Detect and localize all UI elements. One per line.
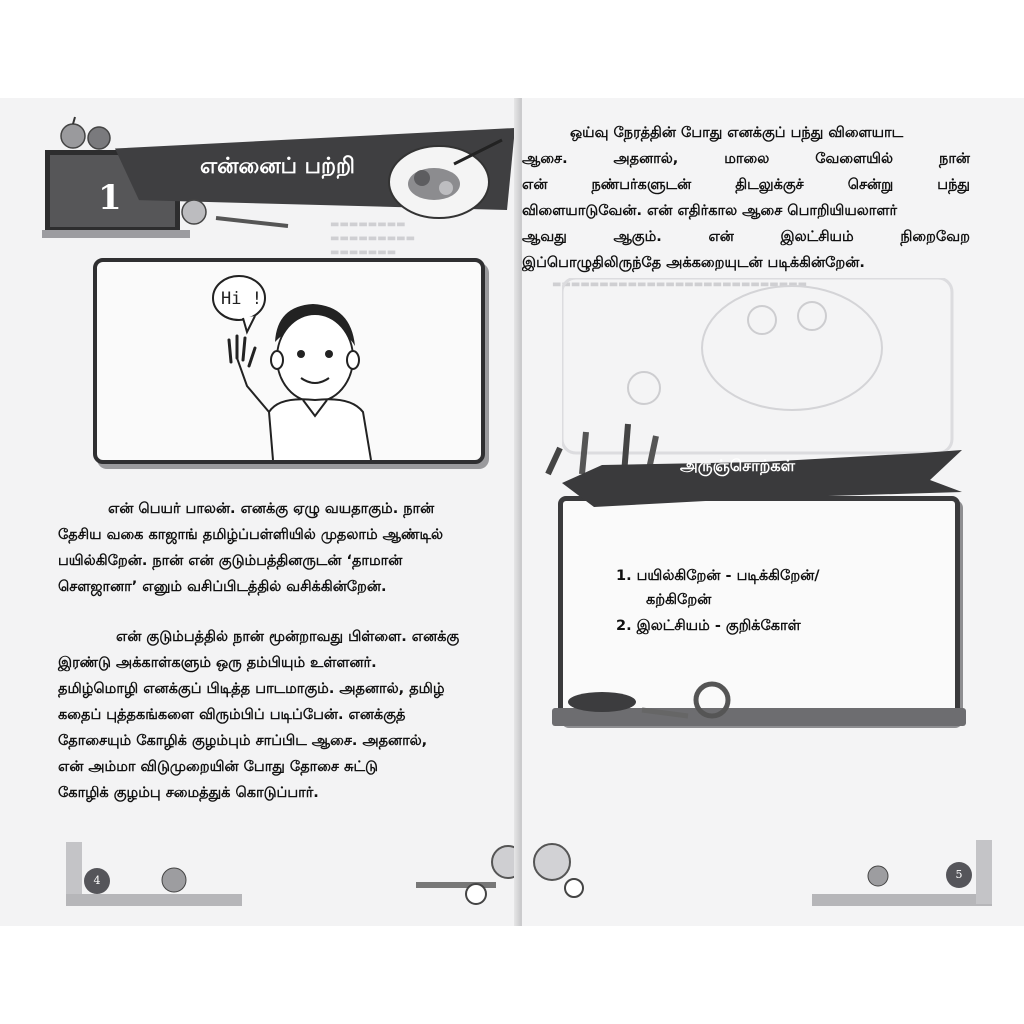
- bleed-through-text: ▬▬▬▬▬▬▬▬▬▬▬▬▬▬▬▬▬▬▬▬▬▬▬▬▬▬▬: [552, 279, 808, 290]
- word: என்: [708, 229, 734, 245]
- text-line: இப்பொழுதிலிருந்தே அக்கறையுடன் படிக்கின்றேன்.: [522, 255, 865, 271]
- text-line: பயில்கிறேன். நான் என் குடும்பத்தினருடன் ‘தாமான்: [58, 553, 403, 569]
- page-number: 4: [84, 868, 110, 894]
- right-page: [522, 98, 1024, 926]
- word: ஆசை.: [522, 151, 568, 167]
- palette-icon: [384, 132, 504, 222]
- text-line: கோழிக் குழம்பு சமைத்துக் கொடுப்பார்.: [58, 785, 319, 801]
- text-line: என் பெயர் பாலன். எனக்கு ஏழு வயதாகும். நான்: [108, 501, 435, 517]
- vocabulary-title: அருஞ்சொற்கள்: [680, 456, 796, 475]
- chapter-title: என்னைப் பற்றி: [200, 154, 355, 179]
- stationery-icons: [562, 676, 792, 726]
- word: மாலை: [724, 151, 770, 167]
- vocab-item-2: 2. இலட்சியம் - குறிக்கோள்: [616, 618, 801, 634]
- speech-bubble-text: Hi !: [221, 289, 262, 309]
- right-paragraph: [522, 120, 1024, 276]
- word: நிறைவேற: [900, 229, 970, 245]
- paragraph-1: [58, 496, 520, 600]
- vocab-item-1: 1. பயில்கிறேன் - படிக்கிறேன்/: [616, 568, 820, 584]
- apple-icon: [55, 112, 125, 152]
- text-line: விளையாடுவேன். என் எதிர்கால ஆசை பொறியியலாளர்: [522, 203, 898, 219]
- word: பந்து: [937, 177, 970, 193]
- board-ledge: [42, 230, 190, 238]
- text-line: தோசையும் கோழிக் குழம்பும் சாப்பிட ஆசை. அதனால்,: [58, 733, 428, 749]
- text-line: தமிழ்மொழி எனக்குப் பிடித்த பாடமாகும். அதனால், தமிழ்: [58, 681, 445, 697]
- word: இலட்சியம்: [780, 229, 854, 245]
- paragraph-2: [58, 624, 520, 806]
- vocab-item-1-continued: கற்கிறேன்: [646, 592, 712, 608]
- waving-boy-illustration: [97, 262, 481, 460]
- word: திடலுக்குச்: [735, 177, 804, 193]
- text-line: செளஜானா’ எனும் வசிப்பிடத்தில் வசிக்கின்றேன்.: [58, 579, 387, 595]
- text-line: என் குடும்பத்தில் நான் மூன்றாவது பிள்ளை. எனக்கு: [116, 629, 460, 645]
- illustration-frame: [93, 258, 485, 464]
- pencil-apple-icon: [176, 196, 296, 236]
- word: ஆவது: [522, 229, 567, 245]
- page-number: 5: [946, 862, 972, 888]
- text-line: கதைப் புத்தகங்களை விரும்பிப் படிப்பேன். எனக்குத்: [58, 707, 406, 723]
- word: அதனால்,: [613, 151, 679, 167]
- open-book: [0, 98, 1024, 926]
- footer-decoration: [522, 838, 1012, 918]
- word: நான்: [939, 151, 970, 167]
- text-line: ஒய்வு நேரத்தின் போது எனக்குப் பந்து விளையாட: [570, 125, 904, 141]
- text-line: தேசிய வகை காஜாங் தமிழ்ப்பள்ளியில் முதலாம் ஆண்டில்: [58, 527, 444, 543]
- word: என்: [522, 177, 548, 193]
- bleed-through-text: ▬▬▬▬▬▬▬▬ ▬▬▬▬▬▬▬▬▬ ▬▬▬▬▬▬▬: [330, 219, 416, 258]
- word: வேளையில்: [815, 151, 894, 167]
- footer-decoration: [56, 838, 516, 918]
- chapter-number: 1: [98, 178, 122, 218]
- word: நண்பர்களுடன்: [591, 177, 692, 193]
- text-line: என் அம்மா விடுமுறையின் போது தோசை சுட்டு: [58, 759, 378, 775]
- word: சென்று: [847, 177, 894, 193]
- left-page: [0, 98, 520, 926]
- text-line: இரண்டு அக்காள்களும் ஒரு தம்பியும் உள்ளனர்.: [58, 655, 377, 671]
- word: ஆகும்.: [613, 229, 662, 245]
